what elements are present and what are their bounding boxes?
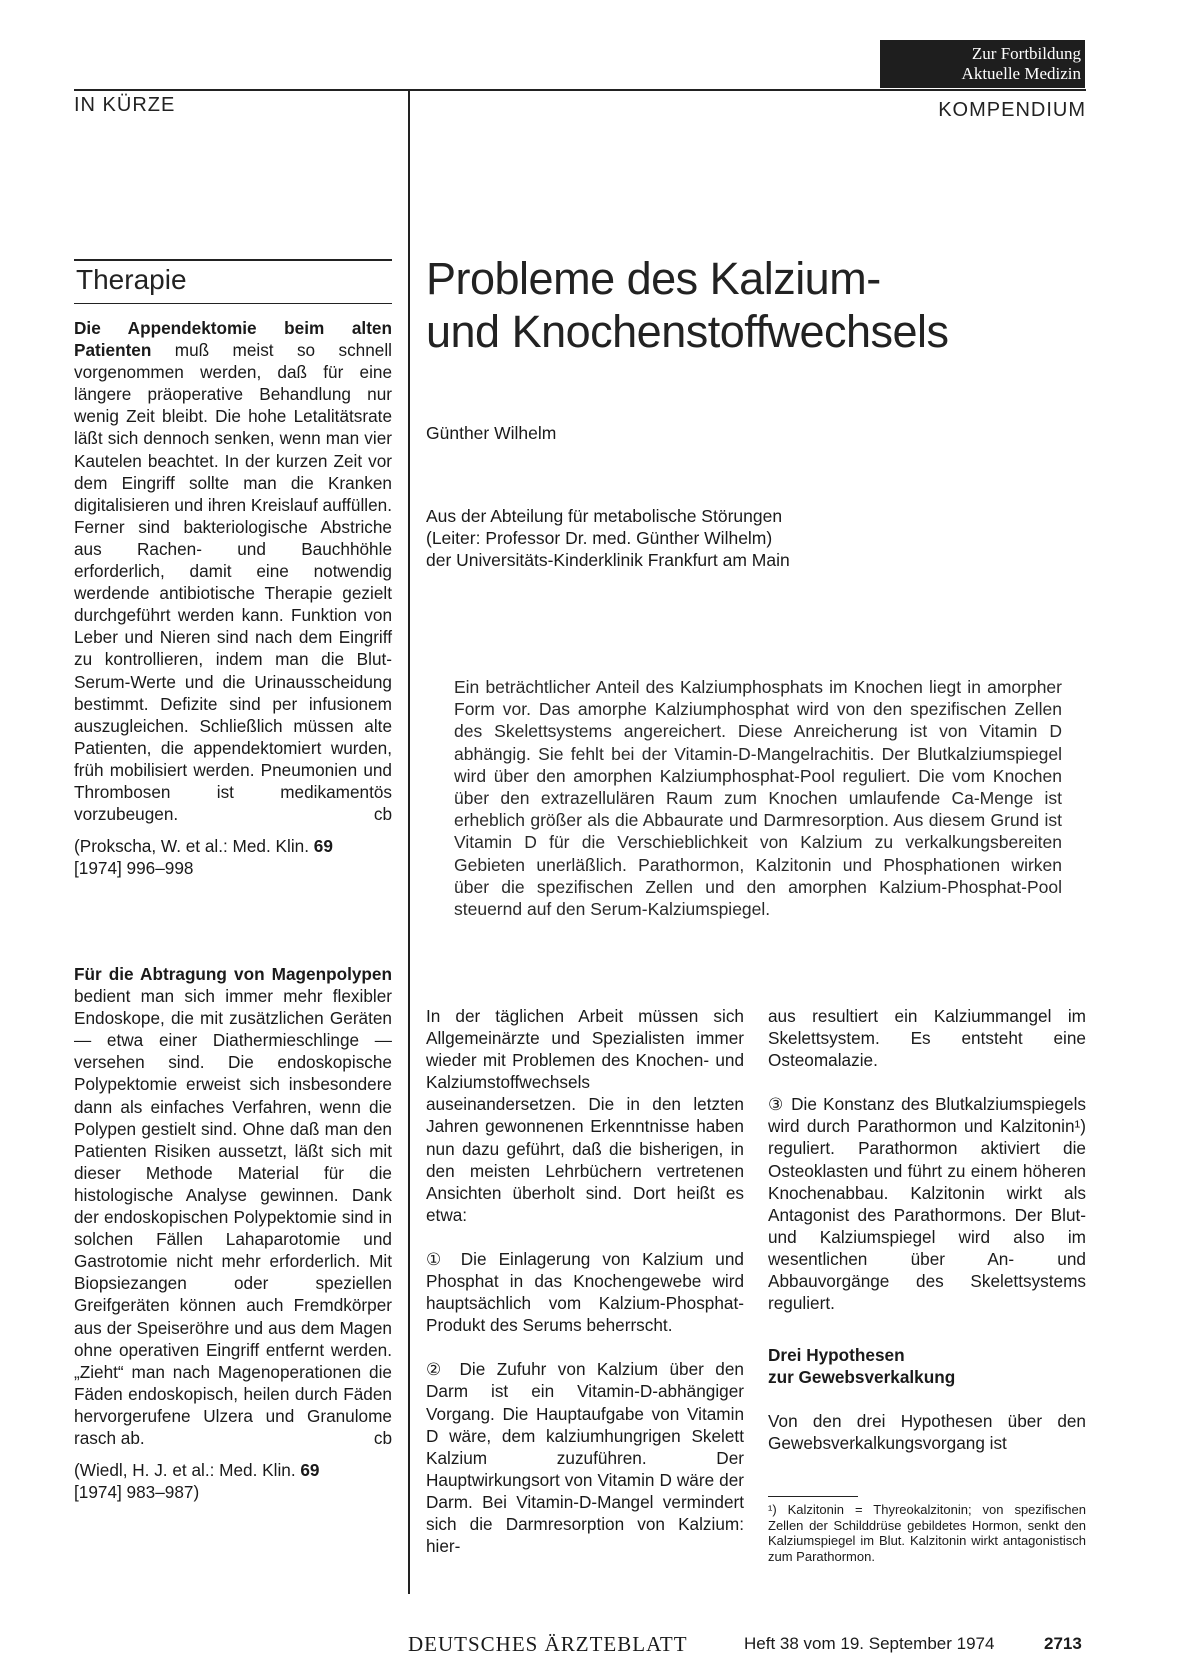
body-paragraph-point-1: ① Die Einlagerung von Kalzium und Phosphat in das Knochengewebe wird hauptsächlich vom Kalzium-Phosphat-Produkt des Serums beherrscht. [426,1248,744,1336]
brief-magenpolypen [74,963,392,1503]
article-abstract: Ein beträchtlicher Anteil des Kalziumphosphats im Knochen liegt in amorpher Form vor. Das amorphe Kalziumphosphat wird von den spezifischen Zellen des Skelettsystems angereichert. Diese Anreicherung ist von Vitamin D abhängig. Sie fehlt bei der Vitamin-D-Mangelrachitis. Der Blutkalziumspiegel wird über den amorphen Kalziumphosphat-Pool reguliert. Die vom Knochen über den extrazellulären Raum zum Knochen umlaufende Ca-Menge ist erheblich größer als die Abbaurate und Darmresorption. Aus diesem Grund ist Vitamin D für die Verschieblichkeit von Kalzium zu verkalkungsbereiten Gebieten unerläßlich. Parathormon, Kalzitonin und Phosphationen wirken über die spezifischen Zellen und den amorphen Kalzium-Phosphat-Pool steuernd auf den Serum-Kalziumspiegel. [454,677,1062,920]
badge-line-1: Zur Fortbildung [971,44,1081,63]
header-right-label: KOMPENDIUM [938,99,1086,121]
therapie-rule-bottom [74,303,392,304]
article-title-line-1: Probleme des Kalzium- [426,253,881,304]
article-title [426,252,949,358]
brief-2-body: bedient man sich immer mehr flexibler Endoskope, die mit zusätzlichen Geräten — etwa einer Diathermieschlinge — versehen sind. Die endoskopische Polypektomie erweist sich insbesondere dann als einfaches Verfahren, wenn die Polypen gestielt sind. Ohne daß man den Patienten Risiken aussetzt, läßt sich mit dieser Methode Material für die histologische Analyse gewinnen. Dank der endoskopischen Polypektomie sind in solchen Fällen Lahaparotomie und Gastrotomie nicht mehr erforderlich. Mit Biopsiezangen oder speziellen Greifgeräten können auch Fremdkörper aus der Speiseröhre und aus dem Magen ohne operativen Eingriff entfernt werden. „Zieht“ man nach Magenoperationen die Fäden endoskopisch, heilen durch Fäden hervorgerufene Ulzera und Granulome rasch ab. [74,986,392,1448]
subheading: Drei Hypothesen zur Gewebsverkalkung [768,1345,956,1388]
article-author: Günther Wilhelm [426,423,557,443]
brief-2-signature: cb [373,1428,392,1449]
footer-page-number: 2713 [1044,1634,1082,1653]
body-column-2 [768,1005,1086,1454]
brief-1-reference: (Prokscha, W. et al.: Med. Klin. 69 [1974] 996–998 [74,836,333,879]
footer-brand: DEUTSCHES ÄRZTEBLATT [408,1632,688,1656]
brief-1-body: muß meist so schnell vorgenommen werden, daß für eine längere präoperative Behandlung nur wenig Zeit bleibt. Die hohe Letalitätsrate läßt sich dennoch senken, wenn man vier Kautelen beachtet. In der kurzen Zeit vor dem Eingriff sollte man die Kranken digitalisieren und ihren Kreislauf auffüllen. Ferner sind bakteriologische Abstriche aus Rachen- und Bauchhöhle erforderlich, damit eine notwendig werdende antibiotische Therapie gezielt durchgeführt werden kann. Funktion von Leber und Nieren sind nach dem Eingriff zu kontrollieren, indem man die Blut-Serum-Werte und die Urinausscheidung bestimmt. Defizite sind per infusionem auszugleichen. Schließlich müssen alte Patienten, die appendektomiert wurden, früh mobilisiert werden. Pneumonien und Thrombosen ist medikamentös vorzubeugen. [74,340,393,825]
footnote-rule [768,1496,858,1497]
therapie-rule-top [74,259,392,261]
brief-2-lead: Für die Abtragung von Magenpolypen [74,964,392,984]
body-paragraph-continuation: aus resultiert ein Kalziummangel im Skelettsystem. Es entsteht eine Osteomalazie. [768,1006,1086,1071]
header-left-label: IN KÜRZE [74,94,176,116]
brief-1-lead: Die Appendektomie beim alten Patienten [74,318,392,361]
header-rule [74,89,1086,91]
therapie-heading: Therapie [76,264,187,295]
body-paragraph-intro: In der täglichen Arbeit müssen sich Allgemeinärzte und Spezialisten immer wieder mit Problemen des Knochen- und Kalziumstoffwechsels auseinandersetzen. Die in den letzten Jahren gewonnenen Erkenntnisse haben nun dazu geführt, daß die bisherigen, in den meisten Lehrbüchern vertretenen Ansichten überholt sind. Dort heißt es etwa: [426,1006,744,1225]
body-paragraph-hypotheses: Von den drei Hypothesen über den Gewebsverkalkungsvorgang ist [768,1411,1086,1454]
body-paragraph-point-2: ② Die Zufuhr von Kalzium über den Darm ist ein Vitamin-D-abhängiger Vorgang. Die Hauptaufgabe von Vitamin D wäre, dem kalziumhungrigen Skelett Kalzium zuzuführen. Der Hauptwirkungsort von Vitamin D wäre der Darm. Bei Vitamin-D-Mangel vermindert sich die Darmresorption von Kalzium: hier- [426,1359,744,1557]
brief-1-signature: cb [373,804,392,825]
brief-appendektomie [74,317,392,879]
body-column-1 [426,1005,744,1557]
body-paragraph-point-3: ③ Die Konstanz des Blutkalziumspiegels wird durch Parathormon und Kalzitonin¹) reguliert. Parathormon aktiviert die Osteoklasten und führt zu einem höheren Knochenabbau. Kalzitonin wirkt als Antagonist des Parathormons. Der Blut- und Kalziumspiegel wird also im wesentlichen über An- und Abbauvorgänge des Skelettsystems reguliert. [768,1094,1086,1314]
section-badge [880,40,1085,88]
footer-issue: Heft 38 vom 19. September 1974 [744,1634,995,1653]
article-title-line-2: und Knochenstoffwechsels [426,306,949,357]
article-affiliation: Aus der Abteilung für metabolische Störungen (Leiter: Professor Dr. med. Günther Wilhelm) der Universitäts-Kinderklinik Frankfurt am Main [426,506,790,570]
brief-2-reference: (Wiedl, H. J. et al.: Med. Klin. 69 [1974] 983–987) [74,1460,320,1503]
badge-line-2: Aktuelle Medizin [961,64,1081,83]
column-divider [408,89,410,1594]
footnote: ¹) Kalzitonin = Thyreokalzitonin; von spezifischen Zellen der Schilddrüse gebildetes Hormon, senkt den Kalziumspiegel im Blut. Kalzitonin wirkt antagonistisch zum Parathormon. [768,1502,1086,1564]
